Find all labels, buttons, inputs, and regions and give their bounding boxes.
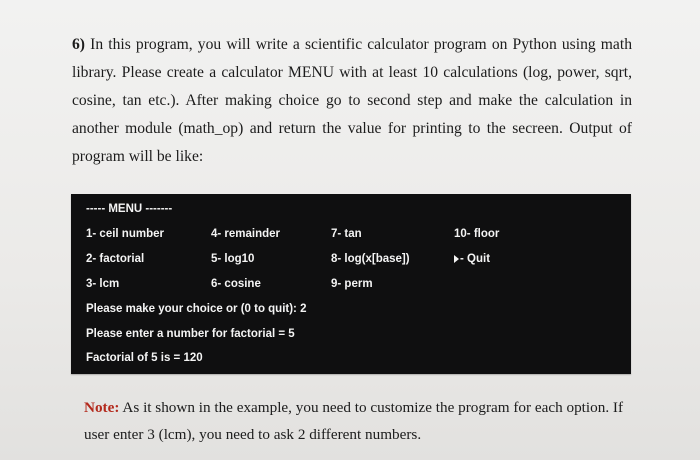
note-paragraph: [84, 394, 624, 448]
menu-item-tan: 7- tan: [331, 228, 362, 240]
menu-header: ----- MENU -------: [86, 203, 173, 215]
menu-item-factorial: 2- factorial: [86, 253, 145, 265]
menu-item-quit-group: [454, 252, 490, 266]
menu-item-log10: 5- log10: [211, 253, 255, 265]
note-text: As it shown in the example, you need to customize the program for each option. If user enter 3 (lcm), you need to ask 2 different numbers.: [84, 399, 624, 443]
mouse-cursor-icon: [454, 255, 459, 263]
question-number: 6): [72, 36, 85, 53]
note-label: Note:: [84, 399, 120, 416]
menu-item-cosine: 6- cosine: [211, 278, 261, 290]
program-output-console: [71, 194, 631, 374]
choice-prompt-line: Please make your choice or (0 to quit): 2: [86, 303, 307, 315]
menu-item-remainder: 4- remainder: [211, 228, 281, 240]
question-text: In this program, you will write a scientific calculator program on Python using math library. Please create a calculator MENU with at least 10 calculations (log, power, sqrt, cosine, tan etc.). After making choice go to second step and make the calculation in another module (math_op) and return the value for printing to the secreen. Output of program will be like:: [72, 36, 632, 165]
result-line: Factorial of 5 is = 120: [86, 352, 203, 364]
menu-item-log-base: 8- log(x[base]): [331, 253, 410, 265]
menu-item-perm: 9- perm: [331, 278, 373, 290]
menu-item-floor: 10- floor: [454, 228, 500, 240]
question-paragraph: [72, 31, 632, 171]
number-prompt-line: Please enter a number for factorial = 5: [86, 328, 295, 340]
menu-item-ceil-number: 1- ceil number: [86, 228, 164, 240]
menu-item-quit: - Quit: [460, 253, 491, 265]
menu-item-lcm: 3- lcm: [86, 278, 120, 290]
